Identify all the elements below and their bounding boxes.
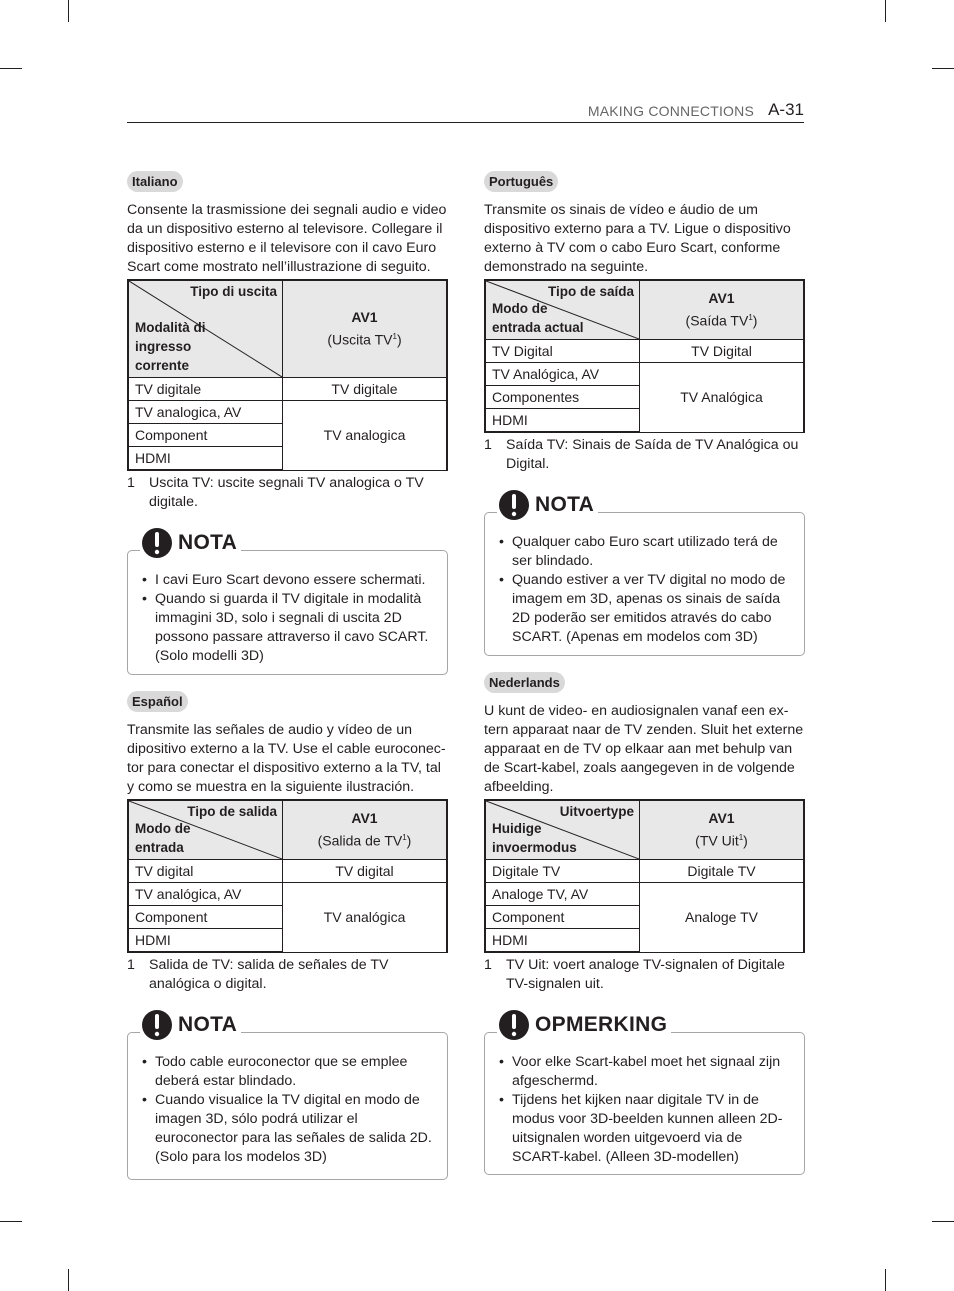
note-box-nederlands [484, 1013, 805, 1175]
language-label-italiano: Italiano [127, 171, 183, 192]
bullet: • [142, 1054, 147, 1070]
language-label-espanol: Español [127, 691, 188, 712]
table-cell: TV Digital [485, 340, 640, 363]
language-label-nederlands: Nederlands [484, 672, 565, 693]
table-header-av1 [283, 800, 448, 860]
table-cell: TV Analógica [640, 363, 805, 433]
list-item [142, 1053, 437, 1091]
output-type-label: Uitvoertype [559, 804, 634, 819]
tv-out-close: ) [752, 312, 758, 329]
footnote-text: Saída TV: Sinais de Saída de TV Analógica ou Digital. [506, 437, 799, 472]
footnote-text: Salida de TV: salida de señales de TV analógica o digital. [149, 957, 389, 992]
note-title: OPMERKING [535, 1013, 668, 1036]
intro-paragraph-nederlands: U kunt de video- en audiosignalen vanaf een ex-tern apparaat naar de TV zenden. Sluit het externe apparaat en de TV op elkaar aan met behulp van de Scart-kabel, zoals aangegeven in de volgende afbeelding. [484, 703, 804, 795]
footnote-number: 1 [484, 437, 492, 453]
footnote-nederlands [484, 956, 805, 994]
table-cell: Digitale TV [640, 860, 805, 883]
tv-out-label: (TV Uit [695, 832, 739, 849]
table-header-av1 [283, 280, 448, 378]
exclamation-icon [142, 1009, 172, 1041]
list-item [499, 533, 794, 571]
exclamation-icon [499, 1009, 529, 1041]
input-mode-label: Modo de entrada actual [492, 301, 584, 335]
table-cell: HDMI [485, 929, 640, 953]
footnote-text: Uscita TV: uscite segnali TV analogica o TV digitale. [149, 475, 424, 510]
av1-label: AV1 [708, 290, 735, 307]
table-header-av1 [640, 280, 805, 340]
intro-paragraph-italiano: Consente la trasmissione dei segnali audio e video da un dispositivo esterno al televisore. Collegare il dispositivo esterno e il televisore con il cavo Euro Scart come mostrato nell’illustrazione di seguito. [127, 202, 447, 275]
table-cell: HDMI [485, 409, 640, 433]
av1-label: AV1 [708, 810, 735, 827]
crop-mark [0, 68, 22, 69]
connection-table-espanol [127, 799, 448, 953]
crop-mark [68, 1269, 69, 1291]
note-text: Voor elke Scart-kabel moet het signaal zijn afgeschermd. [512, 1054, 781, 1089]
tv-out-close: ) [396, 331, 402, 348]
footnote-italiano [127, 474, 448, 512]
table-header-diagonal [128, 800, 283, 860]
footnote-ref: 1 [748, 313, 753, 323]
input-mode-label: Modo de entrada [135, 821, 191, 855]
crop-mark [885, 1269, 886, 1291]
crop-mark [68, 0, 69, 22]
bullet: • [499, 534, 504, 550]
intro-paragraph-portugues: Transmite os sinais de vídeo e áudio de um dispositivo externo para a TV. Ligue o dispositivo externo à TV com o cabo Euro Scart, conforme demonstrado na seguinte. [484, 202, 791, 275]
list-item [142, 1091, 437, 1167]
note-title: NOTA [178, 531, 238, 554]
table-cell: Digitale TV [485, 860, 640, 883]
table-cell: TV Digital [640, 340, 805, 363]
intro-paragraph-espanol: Transmite las señales de audio y vídeo de un dipositivo externo a la TV. Use el cable euroconec-tor para conectar el dispositivo externo a la TV, tal y como se muestra en la siguiente ilustración. [127, 722, 446, 795]
table-cell: TV digital [283, 860, 448, 883]
table-cell: Component [128, 906, 283, 929]
table-cell: Analoge TV, AV [485, 883, 640, 906]
exclamation-icon [499, 489, 529, 521]
footnote-ref: 1 [402, 833, 407, 843]
table-header-diagonal [485, 800, 640, 860]
bullet: • [142, 1092, 147, 1108]
crop-mark [932, 68, 954, 69]
bullet: • [499, 1054, 504, 1070]
note-box-espanol [127, 1013, 448, 1180]
footnote-number: 1 [127, 957, 135, 973]
language-label-portugues: Português [484, 171, 558, 192]
footnote-ref: 1 [392, 332, 397, 342]
table-cell: Component [128, 424, 283, 447]
note-text: Todo cable euroconector que se emplee deberá estar blindado. [155, 1054, 408, 1089]
input-mode-label: Modalità di ingresso corrente [135, 320, 206, 373]
note-box-italiano [127, 531, 448, 675]
note-text: Quando estiver a ver TV digital no modo de imagem em 3D, apenas os sinais de saída 2D poderão ser emitidos através do cabo SCART. (Apenas em modelos com 3D) [512, 572, 786, 645]
table-header-av1 [640, 800, 805, 860]
crop-mark [885, 0, 886, 22]
footnote-text: TV Uit: voert analoge TV-signalen of Digitale TV-signalen uit. [506, 957, 785, 992]
output-type-label: Tipo di uscita [190, 284, 277, 299]
av1-label: AV1 [351, 309, 378, 326]
bullet: • [142, 591, 147, 607]
footnote-number: 1 [127, 475, 135, 491]
connection-table-italiano [127, 279, 448, 471]
crop-mark [932, 1221, 954, 1222]
table-cell: Analoge TV [640, 883, 805, 953]
list-item [142, 571, 437, 590]
table-cell: HDMI [128, 447, 283, 471]
table-cell: TV digital [128, 860, 283, 883]
footnote-number: 1 [484, 957, 492, 973]
table-cell: TV digitale [283, 378, 448, 401]
table-cell: TV analogica, AV [128, 401, 283, 424]
note-title: NOTA [535, 493, 595, 516]
bullet: • [499, 572, 504, 588]
output-type-label: Tipo de salida [187, 804, 277, 819]
note-text: Quando si guarda il TV digitale in modalità immagini 3D, solo i segnali di uscita 2D possono passare attraverso il cavo SCART. (Solo modelli 3D) [155, 591, 429, 664]
table-header-diagonal [485, 280, 640, 340]
table-cell: Component [485, 906, 640, 929]
table-cell: HDMI [128, 929, 283, 953]
note-title: NOTA [178, 1013, 238, 1036]
table-cell: TV analogica [283, 401, 448, 471]
note-box-portugues [484, 493, 805, 656]
list-item [499, 571, 794, 647]
table-cell: TV analógica [283, 883, 448, 953]
footnote-portugues [484, 436, 805, 474]
table-cell: TV Analógica, AV [485, 363, 640, 386]
crop-mark [0, 1221, 22, 1222]
note-text: I cavi Euro Scart devono essere schermati. [155, 572, 426, 588]
connection-table-nederlands [484, 799, 805, 953]
table-cell: TV digitale [128, 378, 283, 401]
input-mode-label: Huidige invoermodus [492, 821, 577, 855]
footnote-ref: 1 [738, 833, 744, 843]
bullet: • [142, 572, 147, 588]
tv-out-label: (Saída TV [685, 312, 749, 329]
table-header-diagonal [128, 280, 283, 378]
table-cell: Componentes [485, 386, 640, 409]
exclamation-icon [142, 527, 172, 559]
av1-label: AV1 [351, 810, 378, 827]
page-header [127, 98, 804, 123]
table-cell: TV analógica, AV [128, 883, 283, 906]
tv-out-label: (Salida de TV [317, 832, 403, 849]
section-title: MAKING CONNECTIONS [587, 103, 754, 119]
list-item [499, 1091, 794, 1167]
note-text: Qualquer cabo Euro scart utilizado terá de ser blindado. [512, 534, 778, 569]
note-text: Tijdens het kijken naar digitale TV in de modus voor 3D-beelden kunnen alleen 2D-uitsignalen worden uitgevoerd via de SCART-kabel. (Alleen 3D-modellen) [512, 1092, 783, 1165]
tv-out-close: ) [743, 832, 748, 849]
list-item [142, 590, 437, 666]
tv-out-label: (Uscita TV [327, 331, 393, 348]
page-number: A-31 [768, 100, 804, 119]
connection-table-portugues [484, 279, 805, 433]
output-type-label: Tipo de saída [547, 284, 634, 299]
footnote-espanol [127, 956, 448, 994]
list-item [499, 1053, 794, 1091]
note-text: Cuando visualice la TV digital en modo de imagen 3D, sólo podrá utilizar el euroconector para las señales de salida 2D. (Solo para los modelos 3D) [155, 1092, 432, 1165]
bullet: • [499, 1092, 504, 1108]
tv-out-close: ) [406, 832, 412, 849]
